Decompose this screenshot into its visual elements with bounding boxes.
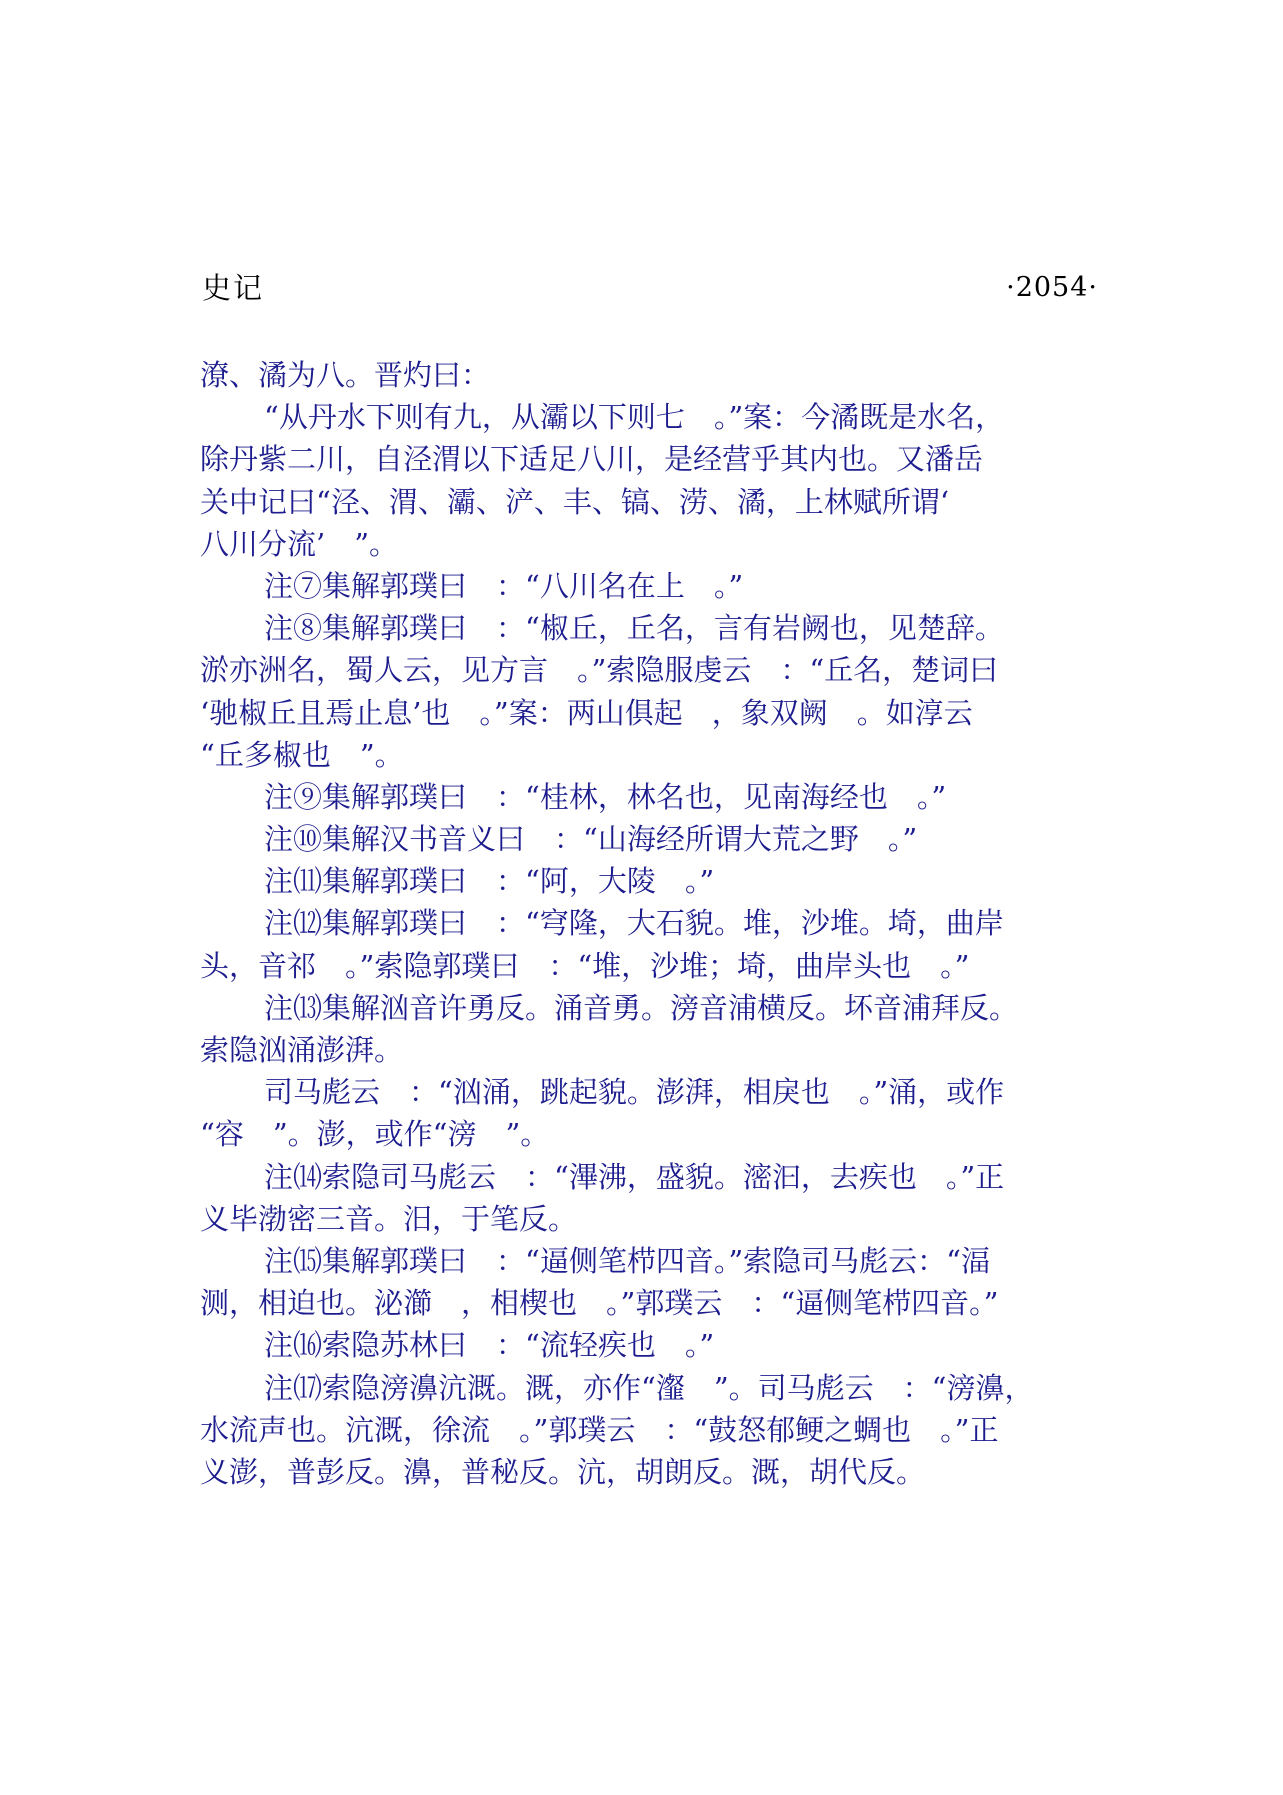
book-title: 史记 [202,271,265,305]
page-header [202,266,1098,310]
text-line: 司马彪云 ：“汹涌，跳起貌。澎湃，相戾也 。”涌，或作 [264,1075,1005,1110]
text-line: 注⑨集解郭璞曰 ：“桂林，林名也，见南海经也 。” [264,779,947,814]
text-line: 头，音祁 。”索隐郭璞曰 ：“堆，沙堆；埼，曲岸头也 。” [200,948,970,983]
text-line: 注⒁索隐司马彪云 ：“滭沸，盛貌。滵汩，去疾也 。”正 [264,1159,1005,1194]
text-line: 注⒂集解郭璞曰 ：“逼侧笔栉四音。”索隐司马彪云：“湢 [264,1243,990,1278]
text-line: 注⒃索隐苏林曰 ：“流轻疾也 。” [264,1328,715,1363]
text-line: “容 ”。澎，或作“滂 ”。 [200,1117,550,1152]
text-line: “从丹水下则有九，从灞以下则七 。”案：今潏既是水名， [264,400,1005,435]
text-line: 注⑾集解郭璞曰 ：“阿，大陵 。” [264,864,715,899]
text-line: 注⒄索隐滂濞沆溉。溉，亦作“瀣 ”。司马彪云 ：“滂濞， [264,1370,1034,1405]
text-line: 义澎，普彭反。濞，普秘反。沆，胡朗反。溉，胡代反。 [200,1454,926,1489]
text-line: 注⑦集解郭璞曰 ：“八川名在上 。” [264,568,744,603]
text-line: “丘多椒也 ”。 [200,737,404,772]
text-line: 淤亦洲名，蜀人云，见方言 。”索隐服虔云 ：“丘名，楚词曰 [200,653,999,688]
text-line: 水流声也。沆溉，徐流 。”郭璞云 ：“鼓怒郁鲠之蜩也 。”正 [200,1412,999,1447]
text-line: 关中记曰“泾、渭、灞、浐、丰、镐、涝、潏，上林赋所谓‘ [200,484,950,519]
text-line: 义毕渤密三音。汨，于笔反。 [200,1201,578,1236]
page-body [200,354,1120,1493]
text-line: 测，相迫也。泌瀄 ，相楔也 。”郭璞云 ：“逼侧笔栉四音。” [200,1286,999,1321]
text-line: 注⑿集解郭璞曰 ：“穹隆，大石貌。堆，沙堆。埼，曲岸 [264,906,1004,941]
text-line: 注⑧集解郭璞曰 ：“椒丘，丘名，言有岩阙也，见楚辞。 [264,611,1004,646]
text-line: 注⑩集解汉书音义曰 ：“山海经所谓大荒之野 。” [264,822,918,857]
page-number: ·2054· [1006,272,1098,303]
text-line: 潦、潏为八。晋灼曰： [200,358,491,392]
text-line: 注⒀集解汹音许勇反。涌音勇。滂音浦横反。坏音浦拜反。 [264,990,1019,1025]
text-line: ‘驰椒丘且焉止息’也 。”案：两山俱起 ，象双阙 。如淳云 [200,695,973,730]
text-line: 八川分流’ ”。 [200,526,399,561]
text-line: 除丹紫二川，自泾渭以下适足八川，是经营乎其内也。又潘岳 [200,442,984,477]
text-line: 索隐汹涌澎湃。 [200,1033,404,1067]
